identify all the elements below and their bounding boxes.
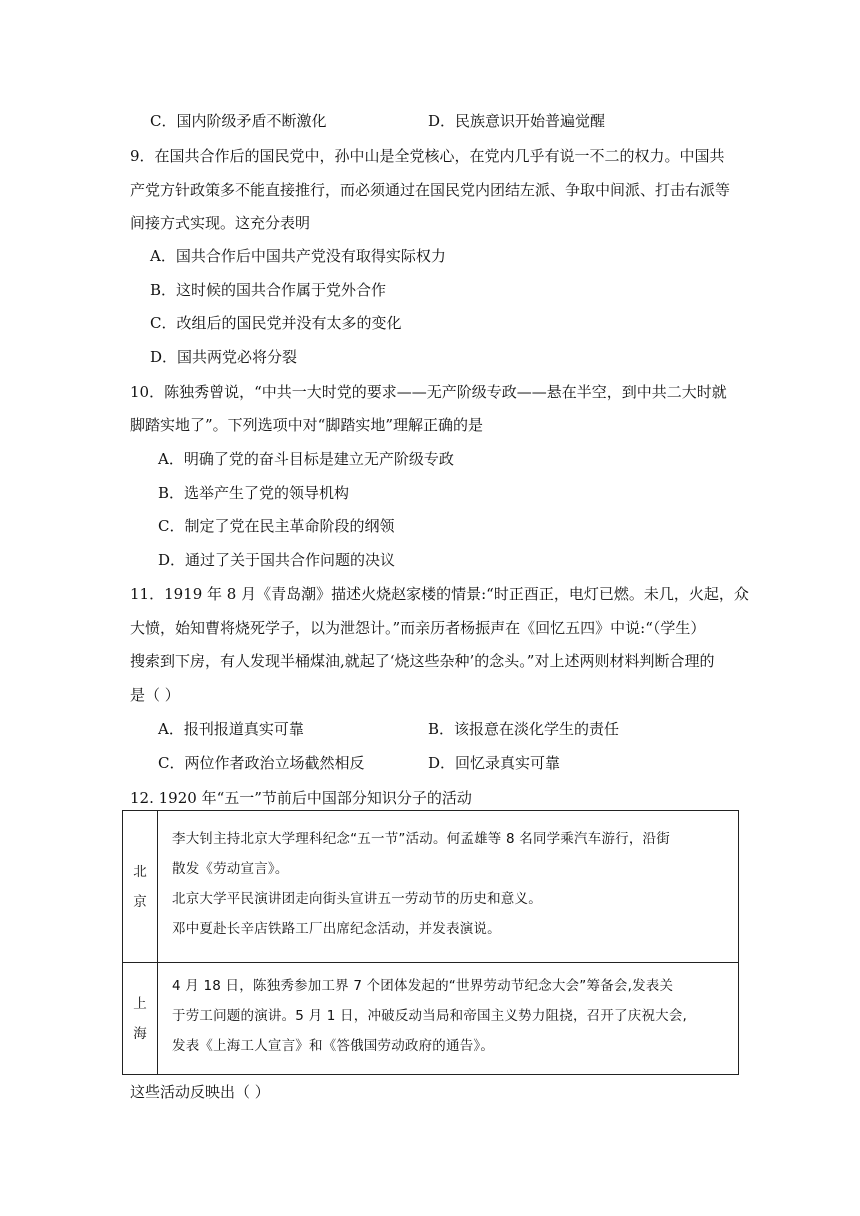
content-cell-shanghai (158, 963, 739, 1075)
q11-stem-line-1: 11．1919 年 8 月《青岛潮》描述火烧赵家楼的情景:“时正酉正，电灯已燃。未几，火起，众 (130, 585, 749, 603)
q8-option-c: C．国内阶级矛盾不断激化 (150, 112, 327, 130)
q11-stem-line-2: 大愤，始知曹将烧死学子，以为泄怨计。”而亲历者杨振声在《回忆五四》中说:“（学生） (130, 619, 706, 637)
table-row-shanghai (123, 963, 739, 1075)
q10-option-a: A．明确了党的奋斗目标是建立无产阶级专政 (158, 450, 454, 468)
q11-stem-line-3: 搜索到下房，有人发现半桶煤油,就起了‘烧这些杂种’的念头。”对上述两则材料判断合理的 (130, 652, 715, 670)
beijing-line-3: 北京大学平民演讲团走向街头宣讲五一劳动节的历史和意义。 (172, 890, 542, 907)
beijing-line-1: 李大钊主持北京大学理科纪念“五一节”活动。何孟雄等 8 名同学乘汽车游行，沿街 (172, 830, 670, 847)
content-cell-beijing (158, 811, 739, 963)
city-char: 海 (133, 1025, 147, 1042)
q11-option-d: D．回忆录真实可靠 (428, 754, 561, 772)
q9-stem-line-3: 间接方式实现。这充分表明 (130, 214, 311, 232)
q11-option-c: C．两位作者政治立场截然相反 (158, 754, 365, 772)
q10-option-c: C．制定了党在民主革命阶段的纲领 (158, 517, 395, 535)
q9-option-a: A．国共合作后中国共产党没有取得实际权力 (150, 247, 446, 265)
q11-option-a: A．报刊报道真实可靠 (158, 720, 304, 738)
q9-option-c: C．改组后的国民党并没有太多的变化 (150, 314, 402, 332)
city-cell-beijing (123, 811, 158, 963)
q9-stem-line-1: 9．在国共合作后的国民党中，孙中山是全党核心，在党内几乎有说一不二的权力。中国共 (130, 147, 725, 165)
table-row-beijing (123, 811, 739, 963)
q9-stem-line-2: 产党方针政策多不能直接推行，而必须通过在国民党内团结左派、争取中间派、打击右派等 (130, 181, 731, 199)
q12-stem: 这些活动反映出（ ） (130, 1083, 270, 1101)
city-char: 北 (133, 863, 147, 880)
city-char: 上 (133, 995, 147, 1012)
q10-stem-line-2: 脚踏实地了”。下列选项中对“脚踏实地”理解正确的是 (130, 416, 484, 434)
q10-stem-line-1: 10．陈独秀曾说，“中共一大时党的要求——无产阶级专政——悬在半空，到中共二大时就 (130, 383, 727, 401)
city-cell-shanghai (123, 963, 158, 1075)
q11-stem-line-4: 是（ ） (130, 686, 180, 704)
city-char: 京 (133, 893, 147, 910)
q11-option-b: B．该报意在淡化学生的责任 (428, 720, 620, 738)
shanghai-line-1: 4 月 18 日，陈独秀参加工界 7 个团体发起的“世界劳动节纪念大会”筹备会,发表关 (172, 977, 674, 994)
q8-option-d: D．民族意识开始普遍觉醒 (428, 112, 606, 130)
beijing-line-4: 邓中夏赴长辛店铁路工厂出席纪念活动，并发表演说。 (172, 920, 501, 937)
q9-option-b: B．这时候的国共合作属于党外合作 (150, 281, 387, 299)
shanghai-line-2: 于劳工问题的演讲。5 月 1 日，冲破反动当局和帝国主义势力阻挠，召开了庆祝大会, (172, 1007, 688, 1024)
shanghai-line-3: 发表《上海工人宣言》和《答俄国劳动政府的通告》。 (172, 1037, 495, 1054)
beijing-line-2: 散发《劳动宣言》。 (172, 860, 289, 877)
q12-activities-table (122, 810, 739, 1075)
q10-option-d: D．通过了关于国共合作问题的决议 (158, 551, 396, 569)
q9-option-d: D．国共两党必将分裂 (150, 348, 298, 366)
q10-option-b: B．选举产生了党的领导机构 (158, 484, 350, 502)
q12-title: 12. 1920 年“五一”节前后中国部分知识分子的活动 (130, 789, 472, 807)
